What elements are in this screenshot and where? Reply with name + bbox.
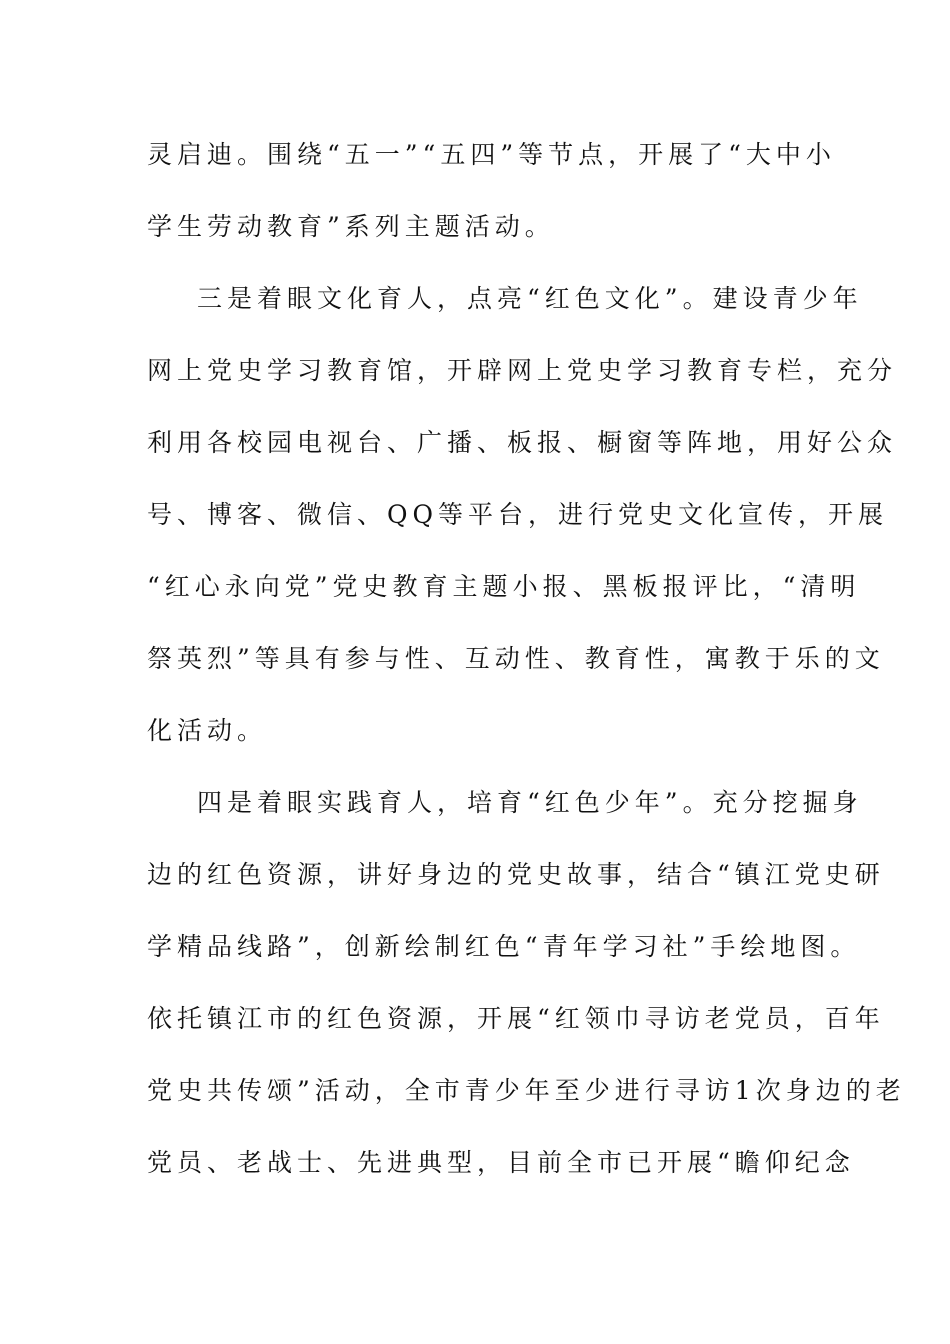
text-line: 网上党史学习教育馆，开辟网上党史学习教育专栏，充分 [147, 356, 898, 385]
text-line: “红心永向党”党史教育主题小报、黑板报评比，“清明 [147, 572, 861, 601]
text-line: 号、博客、微信、QQ等平台，进行党史文化宣传，开展 [147, 500, 888, 529]
text-line: 党史共传颂”活动，全市青少年至少进行寻访1次身边的老 [147, 1076, 906, 1105]
text-line: 边的红色资源，讲好身边的党史故事，结合“镇江党史研 [147, 860, 885, 889]
text-line: 学精品线路”，创新绘制红色“青年学习社”手绘地图。 [147, 932, 861, 961]
text-line: 学生劳动教育”系列主题活动。 [147, 212, 555, 241]
text-line: 灵启迪。围绕“五一”“五四”等节点，开展了“大中小 [147, 140, 836, 169]
text-line: 依托镇江市的红色资源，开展“红领巾寻访老党员，百年 [147, 1004, 885, 1033]
paragraph-start-line: 三是着眼文化育人，点亮“红色文化”。建设青少年 [197, 284, 863, 313]
text-line: 利用各校园电视台、广播、板报、橱窗等阵地，用好公众 [147, 428, 898, 457]
text-line: 党员、老战士、先进典型，目前全市已开展“瞻仰纪念 [147, 1148, 855, 1177]
text-line: 祭英烈”等具有参与性、互动性、教育性，寓教于乐的文 [147, 644, 885, 673]
paragraph-start-line: 四是着眼实践育人，培育“红色少年”。充分挖掘身 [197, 788, 863, 817]
text-line: 化活动。 [147, 716, 268, 745]
